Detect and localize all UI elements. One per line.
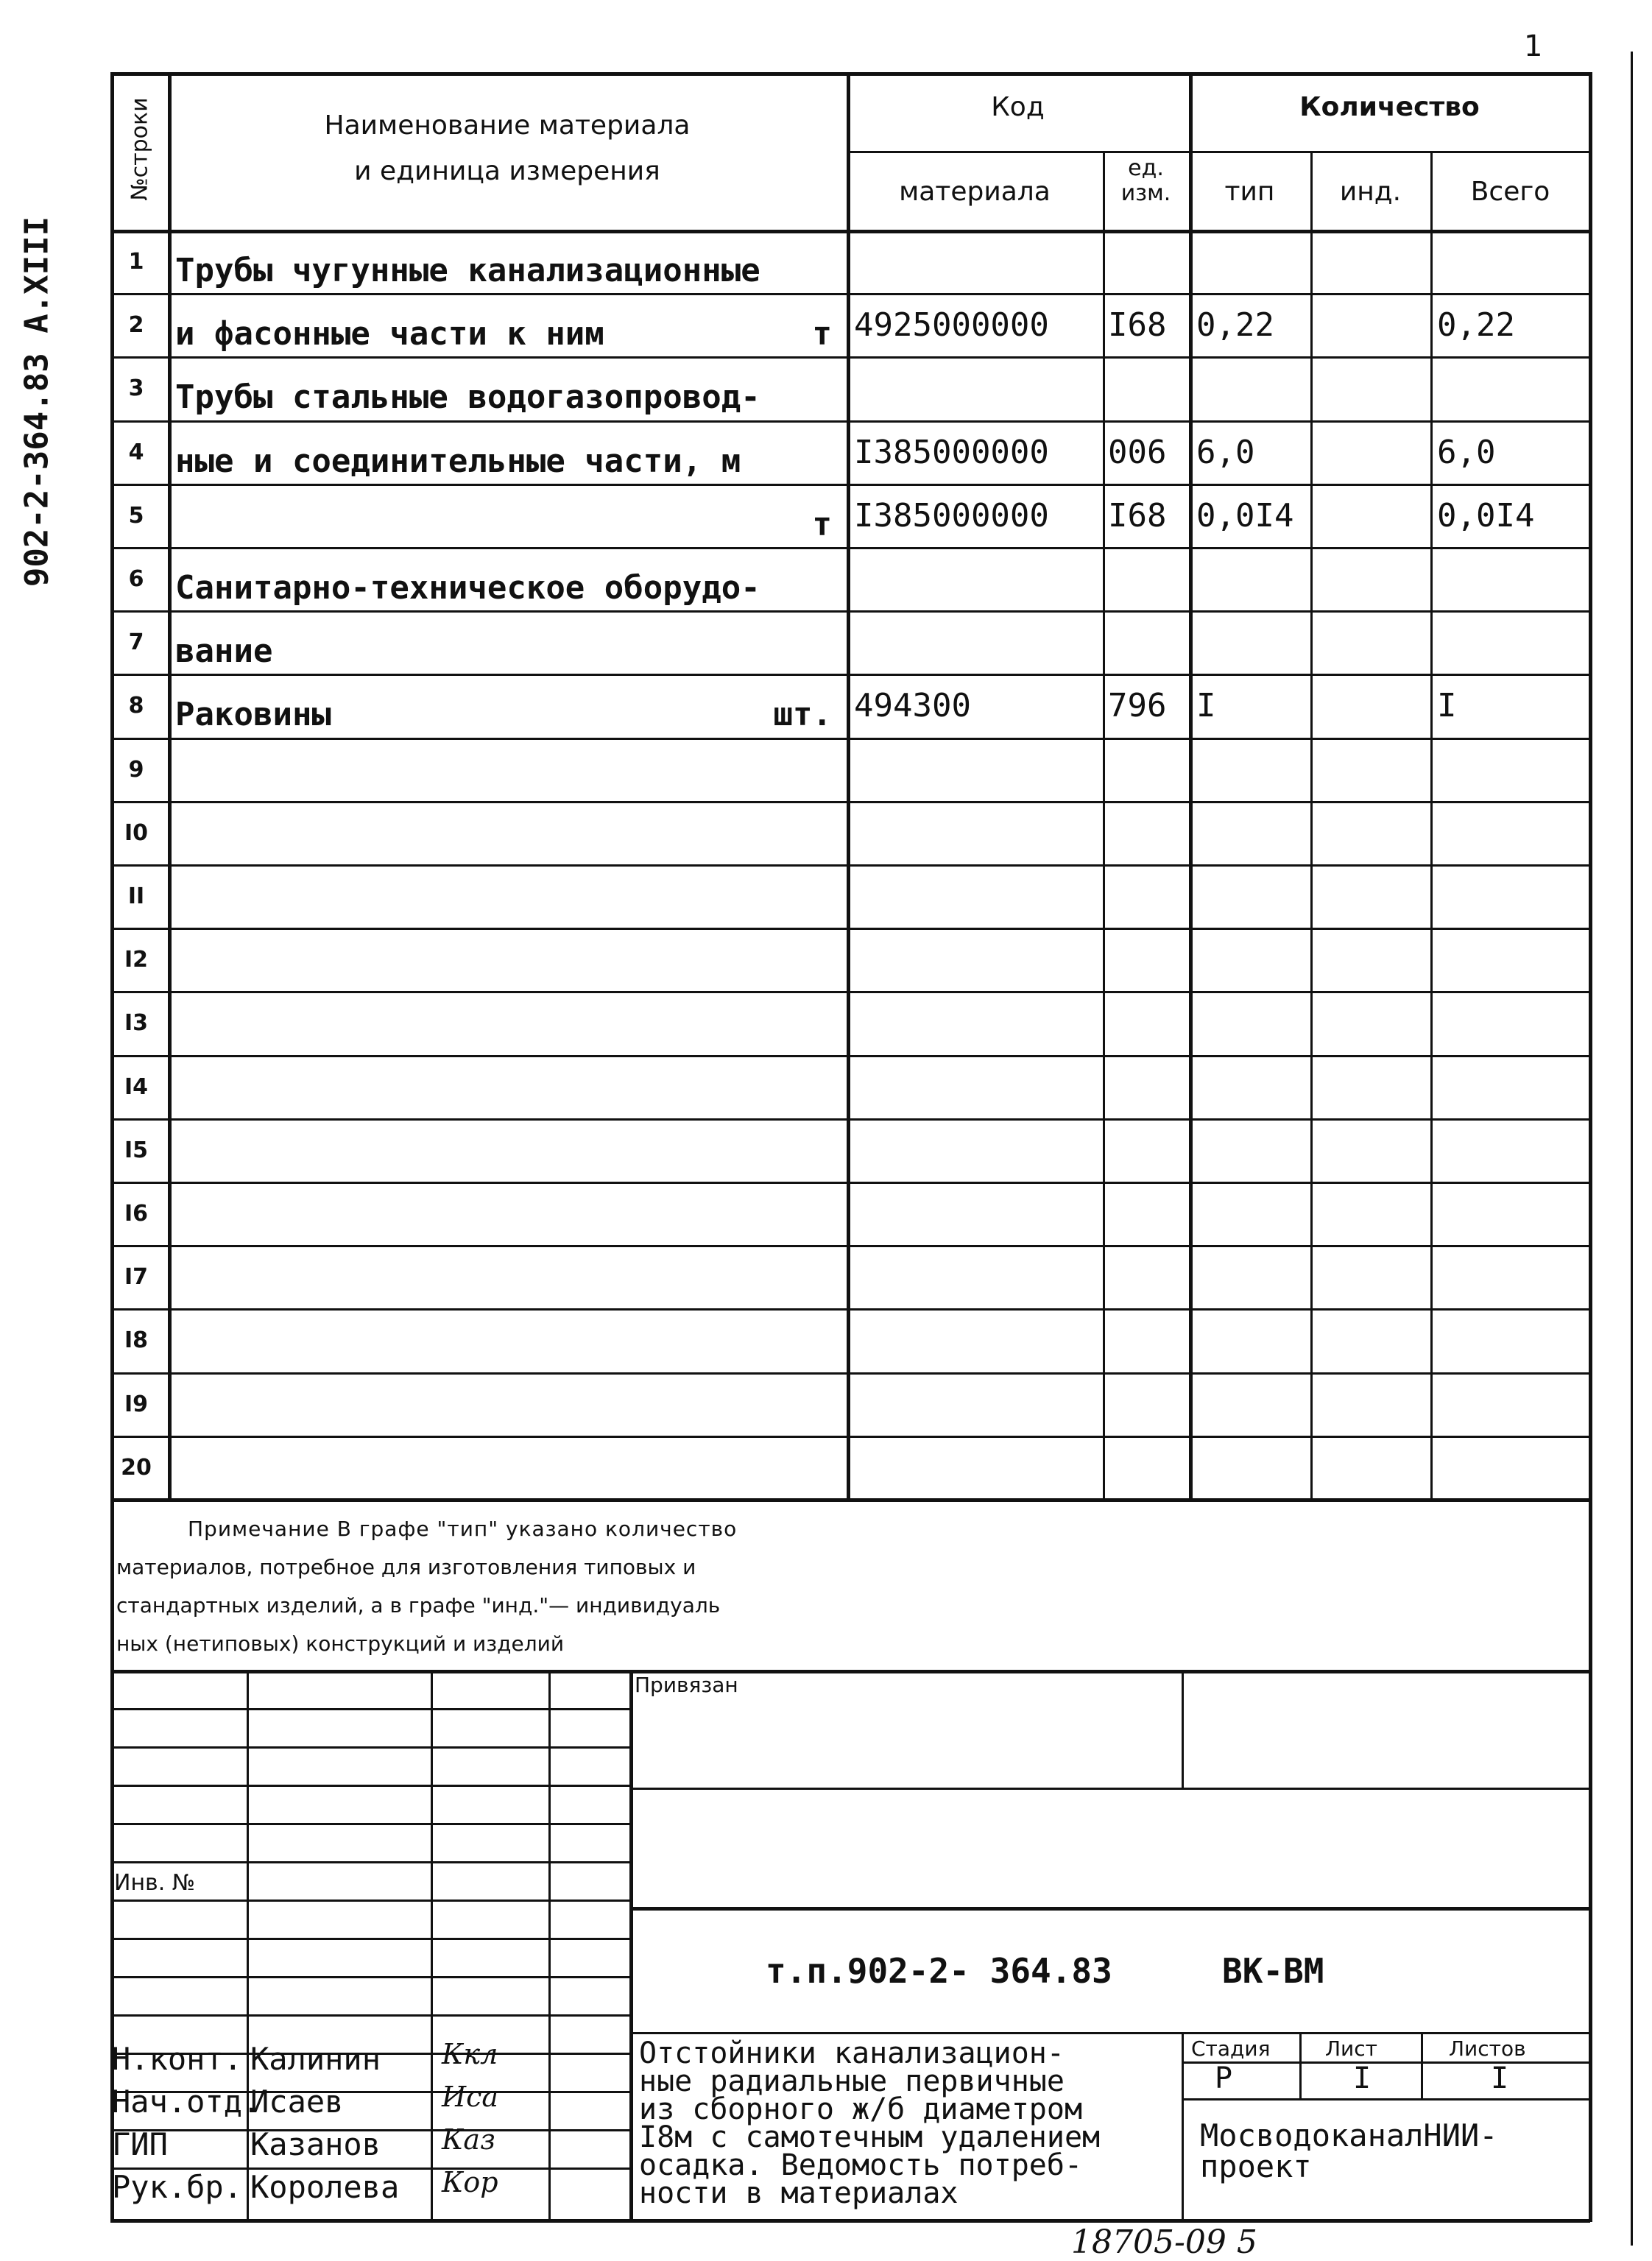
table-row-divider <box>110 1308 1590 1311</box>
cell-n: 3 <box>128 375 144 401</box>
cell-n: I5 <box>124 1137 149 1163</box>
cell-name: Трубы стальные водогазопровод- <box>175 378 760 416</box>
cell-name: Трубы чугунные канализационные <box>175 252 760 289</box>
staff-signature: Каз <box>442 2123 495 2156</box>
cell-n: 7 <box>128 629 144 655</box>
cell-n: I2 <box>124 947 149 973</box>
cell-n: 9 <box>128 757 144 783</box>
cell-n: I9 <box>124 1391 149 1417</box>
table-row-divider <box>110 801 1590 803</box>
code-group-header: Код <box>991 92 1045 122</box>
staff-name: Королева <box>250 2169 400 2205</box>
cell-name: и фасонные части к ним <box>175 315 604 353</box>
table-row-divider <box>110 738 1590 740</box>
description-line: из сборного ж/б диаметром <box>639 2092 1083 2126</box>
cell-n: 1 <box>128 249 144 275</box>
description-line: ности в материалах <box>639 2176 959 2210</box>
sheet-label: Лист <box>1325 2036 1377 2061</box>
document-description <box>639 2036 1101 2210</box>
staff-role: ГИП <box>112 2126 168 2162</box>
quantity-ind-header: инд. <box>1339 177 1402 207</box>
quantity-group-header: Количество <box>1299 92 1480 122</box>
table-row-divider <box>110 674 1590 676</box>
staff-signature: Иса <box>442 2081 499 2113</box>
document-code: т.п.902-2- 364.83 <box>766 1951 1112 1991</box>
cell-total: 6,0 <box>1437 434 1496 471</box>
cell-name: Раковины <box>175 696 331 733</box>
cell-code: 4925000000 <box>854 306 1049 344</box>
side-stamp: 902-2-364.83 A.XIII <box>18 216 56 588</box>
cell-total: 0,22 <box>1437 306 1515 344</box>
table-row-divider <box>110 1118 1590 1121</box>
table-row-divider <box>110 928 1590 930</box>
table-row-divider <box>110 420 1590 423</box>
cell-n: 5 <box>128 503 144 529</box>
cell-ed: 796 <box>1108 687 1167 724</box>
cell-type: 0,22 <box>1196 306 1274 344</box>
inventory-number-label: Инв. № <box>114 1870 196 1896</box>
cell-n: I3 <box>124 1010 149 1036</box>
table-row-divider <box>110 610 1590 613</box>
cell-n: II <box>127 883 145 909</box>
cell-n: 20 <box>121 1455 152 1481</box>
cell-total: 0,0I4 <box>1437 497 1535 535</box>
table-row-divider <box>110 1372 1590 1375</box>
page-edge-line <box>1631 52 1633 2246</box>
cell-unit: шт. <box>773 696 832 733</box>
table-row-divider <box>110 293 1590 295</box>
code-material-header: материала <box>899 177 1051 207</box>
organization-line: проект <box>1200 2148 1312 2184</box>
cell-n: I6 <box>124 1201 149 1227</box>
cell-n: I8 <box>124 1327 149 1353</box>
cell-ed: I68 <box>1108 497 1167 535</box>
cell-n: 2 <box>128 312 144 338</box>
sheets-value: I <box>1491 2061 1509 2095</box>
cell-type: 6,0 <box>1196 434 1255 471</box>
cell-name: ные и соединительные части, м <box>175 442 741 480</box>
cell-n: 8 <box>128 693 144 719</box>
staff-name: Калинин <box>250 2041 381 2077</box>
privyazan-label: Привязан <box>635 1673 738 1697</box>
sheet-value: I <box>1353 2061 1372 2095</box>
code-unit-header: ед. изм. <box>1120 155 1171 206</box>
cell-name: вание <box>175 632 273 670</box>
cell-type: 0,0I4 <box>1196 497 1294 535</box>
cell-ed: 006 <box>1108 434 1167 471</box>
name-column-header: Наименование материала и единица измерения <box>324 110 691 186</box>
table-row-divider <box>110 1245 1590 1247</box>
organization <box>1200 2117 1498 2184</box>
staff-role: Рук.бр. <box>112 2169 243 2205</box>
table-row-divider <box>110 356 1590 359</box>
sheets-label: Листов <box>1449 2036 1526 2061</box>
note-line-4: ных (нетиповых) конструкций и изделий <box>116 1632 565 1656</box>
description-line: Отстойники канализацион- <box>639 2036 1065 2070</box>
row-number-header: №строки <box>127 97 153 201</box>
stage-label: Стадия <box>1191 2036 1271 2061</box>
description-line: I8м с самотечным удалением <box>639 2120 1101 2154</box>
description-line: осадка. Ведомость потреб- <box>639 2148 1083 2182</box>
staff-role: Нач.отд. <box>112 2084 261 2120</box>
cell-unit: т <box>812 315 832 353</box>
description-line: ные радиальные первичные <box>639 2064 1065 2098</box>
cell-unit: т <box>812 506 832 543</box>
cell-n: I7 <box>124 1264 149 1290</box>
cell-name: Санитарно-техническое оборудо- <box>175 569 760 607</box>
cell-n: I0 <box>124 820 149 846</box>
cell-n: 6 <box>128 566 144 592</box>
table-row-divider <box>110 864 1590 867</box>
cell-type: I <box>1196 687 1216 724</box>
table-row-divider <box>110 547 1590 549</box>
note-line-2: материалов, потребное для изготовления типовых и <box>116 1555 696 1579</box>
table-row-divider <box>110 1055 1590 1057</box>
note-line-3: стандартных изделий, а в графе "инд."— индивидуаль <box>116 1593 721 1618</box>
quantity-total-header: Всего <box>1470 177 1550 207</box>
staff-name: Казанов <box>250 2126 381 2162</box>
staff-signature: Ккл <box>442 2038 498 2070</box>
table-row-divider <box>110 484 1590 486</box>
staff-name: Исаев <box>250 2084 344 2120</box>
page-number: 1 <box>1524 29 1543 63</box>
cell-code: I385000000 <box>854 497 1049 535</box>
document-mark: ВК-ВМ <box>1222 1951 1324 1991</box>
cell-total: I <box>1437 687 1457 724</box>
cell-n: 4 <box>128 440 144 465</box>
cell-ed: I68 <box>1108 306 1167 344</box>
table-row-divider <box>110 991 1590 993</box>
note-line-1: Примечание В графе "тип" указано количество <box>188 1517 738 1541</box>
quantity-type-header: тип <box>1224 177 1275 207</box>
organization-line: МосводоканалНИИ- <box>1200 2117 1498 2154</box>
cell-code: 494300 <box>854 687 971 724</box>
stage-value: Р <box>1215 2061 1233 2095</box>
table-row-divider <box>110 1182 1590 1184</box>
staff-signature: Кор <box>442 2166 498 2198</box>
footer-number: 18705-09 5 <box>1071 2223 1257 2261</box>
table-row-divider <box>110 1436 1590 1438</box>
cell-n: I4 <box>124 1074 149 1100</box>
cell-code: I385000000 <box>854 434 1049 471</box>
staff-role: Н.конт. <box>112 2041 243 2077</box>
